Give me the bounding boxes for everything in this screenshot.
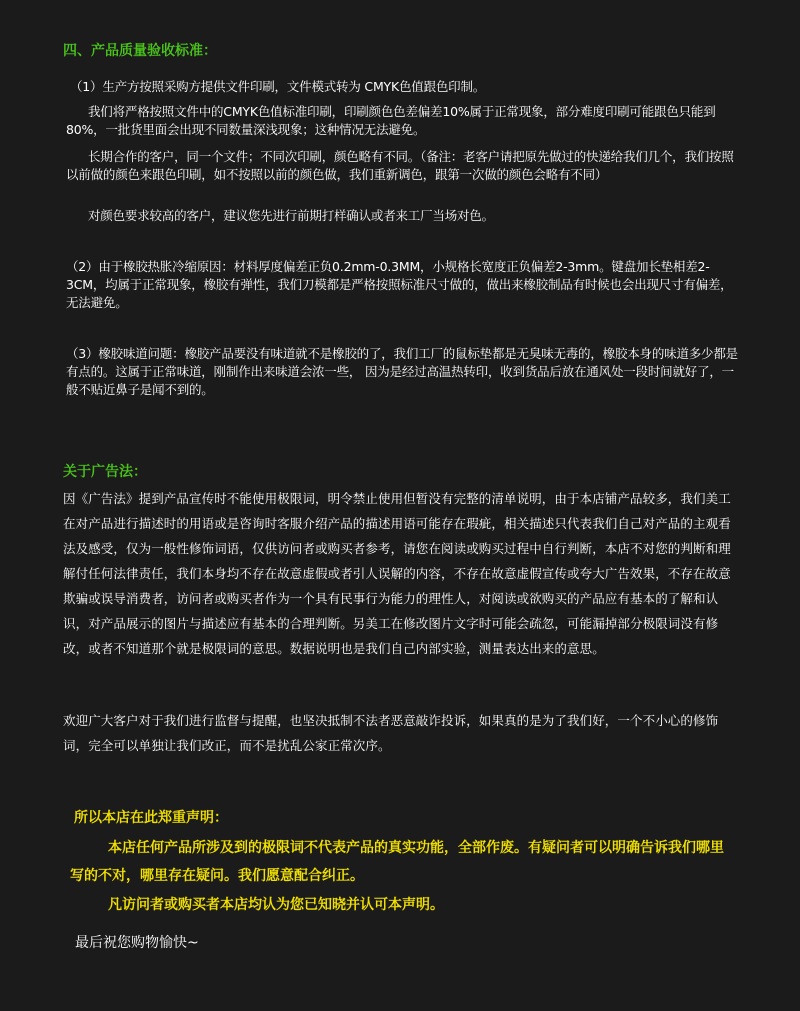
ad-law-section-title: 关于广告法： bbox=[63, 464, 147, 480]
ad-law-paragraph-1: 因《广告法》提到产品宣传时不能使用极限词，明令禁止使用但暂没有完整的清单说明，由于本店铺产品较多，我们美工在对产品进行描述时的用语或是咨询时客服介绍产品的描述用语可能存在瑕疵，相关描述只代表我们自己对产品的主观看法及感受，仅为一般性修饰词语，仅供访问者或购买者参考，请您在阅读或购买过程中自行判断，本店不对您的判断和理解付任何法律责任，我们本身均不存在故意虚假或者引人误解的内容，不存在故意虚假宣传或夸大广告效果，不存在故意欺骗或误导消费者，访问者或购买者作为一个具有民事行为能力的理性人，对阅读或欲购买的产品应有基本的了解和认识，对产品展示的图片与描述应有基本的合理判断。另美工在修改图片文字时可能会疏忽，可能漏掉部分极限词没有修改，或者不知道那个就是极限词的意思。数据说明也是我们自己内部实验，测量表达出来的意思。 bbox=[63, 491, 731, 656]
quality-item-2: （2）由于橡胶热胀冷缩原因：材料厚度偏差正负0.2mm-0.3MM，小规格长宽度正负偏差2-3mm。键盘加长垫相差2-3CM，均属于正常现象，橡胶有弹性，我们刀模都是严格按照标准尺寸做的，做出来橡胶制品有时候也会出现尺寸有偏差，无法避免。 bbox=[66, 259, 733, 310]
quality-item-3: （3）橡胶味道问题：橡胶产品要没有味道就不是橡胶的了，我们工厂的鼠标垫都是无臭味无毒的，橡胶本身的味道多少都是有点的。这属于正常味道，刚制作出来味道会浓一些， 因为是经过高温热转印，收到货品后放在通风处一段时间就好了，一般不贴近鼻子是闻不到的。 bbox=[66, 346, 738, 397]
ad-law-paragraph-2: 欢迎广大客户对于我们进行监督与提醒，也坚决抵制不法者恶意敲诈投诉，如果真的是为了我们好，一个不小心的修饰词，完全可以单独让我们改正，而不是扰乱公家正常次序。 bbox=[63, 713, 719, 753]
quality-item-1-paragraph-1: 我们将严格按照文件中的CMYK色值标准印刷，印刷颜色色差偏差10%属于正常现象，部分难度印刷可能跟色只能到80%，一批货里面会出现不同数量深浅现象；这种情况无法避免。 bbox=[66, 104, 716, 137]
statement-line-1: 本店任何产品所涉及到的极限词不代表产品的真实功能，全部作废。有疑问者可以明确告诉我们哪里写的不对，哪里存在疑问。我们愿意配合纠正。 bbox=[70, 840, 724, 884]
statement-title: 所以本店在此郑重声明： bbox=[74, 810, 228, 826]
statement-line-2: 凡访问者或购买者本店均认为您已知晓并认可本声明。 bbox=[108, 897, 444, 913]
closing-greeting: 最后祝您购物愉快~ bbox=[75, 935, 199, 951]
quality-item-1: （1）生产方按照采购方提供文件印刷，文件模式转为 CMYK色值跟色印制。 bbox=[70, 79, 486, 94]
quality-section-title: 四、产品质量验收标准： bbox=[63, 43, 217, 59]
quality-item-1-paragraph-3: 对颜色要求较高的客户，建议您先进行前期打样确认或者来工厂当场对色。 bbox=[88, 208, 494, 223]
quality-item-1-paragraph-2: 长期合作的客户，同一个文件；不同次印刷，颜色略有不同。（备注：老客户请把原先做过的快递给我们几个，我们按照以前做的颜色来跟色印刷，如不按照以前的颜色做，我们重新调色，跟第一次做的颜色会略有不同） bbox=[66, 149, 734, 182]
